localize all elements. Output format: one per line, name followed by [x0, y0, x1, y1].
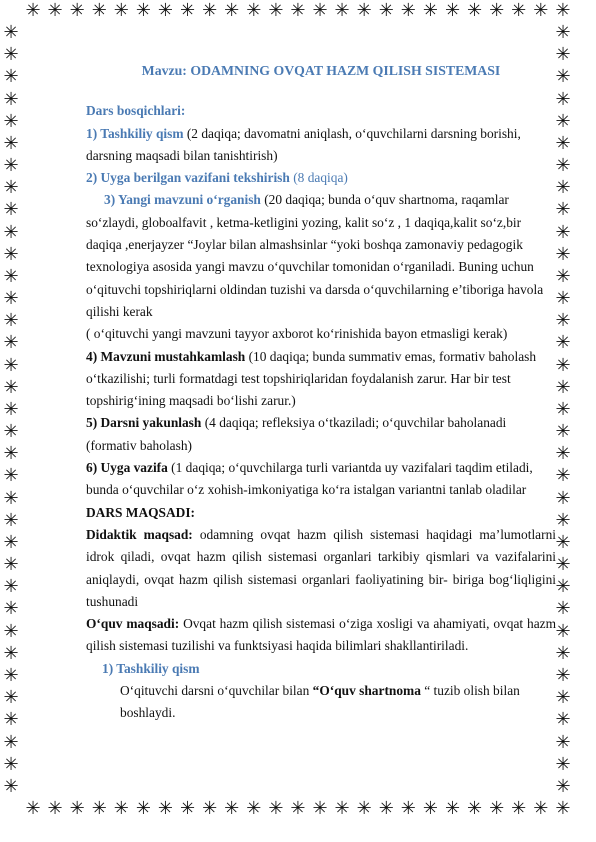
border-star-icon: ✳: [246, 0, 262, 21]
step-2: [86, 167, 556, 189]
border-star-icon: ✳: [3, 775, 19, 797]
step-2-label: 2) Uyga berilgan vazifani tekshirish: [86, 170, 290, 186]
border-star-icon: ✳: [555, 332, 571, 354]
step-5-text: (4 daqiqa; refleksiya o‘tkaziladi; o‘quvchilar baholanadi (formativ baholash): [86, 415, 507, 453]
step-1-text: (2 daqiqa; davomatni aniqlash, o‘quvchilarni darsning borishi, darsning maqsadi bilan tanishtirish): [86, 125, 521, 163]
border-star-icon: ✳: [180, 798, 196, 819]
border-star-icon: ✳: [555, 398, 571, 420]
border-star-icon: ✳: [555, 199, 571, 221]
border-star-icon: ✳: [555, 664, 571, 686]
border-star-icon: ✳: [312, 0, 328, 21]
border-star-icon: ✳: [555, 709, 571, 731]
document-body: [86, 60, 556, 725]
section-1-bold: “O‘quv shartnoma: [312, 683, 421, 699]
goal-heading: DARS MAQSADI:: [86, 504, 195, 520]
border-star-icon: ✳: [202, 798, 218, 819]
border-star-icon: ✳: [3, 753, 19, 775]
border-star-icon: ✳: [555, 310, 571, 332]
document-title: Mavzu: ODAMNING OVQAT HAZM QILISH SISTEMASI: [141, 63, 501, 78]
border-star-icon: ✳: [555, 509, 571, 531]
border-star-icon: ✳: [356, 0, 372, 21]
border-star-icon: ✳: [555, 0, 571, 21]
border-star-icon: ✳: [3, 265, 19, 287]
border-top: [22, 0, 574, 22]
border-star-icon: ✳: [3, 465, 19, 487]
step-1-label: 1) Tashkiliy qism: [86, 125, 184, 141]
didactic-goal: [86, 524, 556, 613]
border-star-icon: ✳: [555, 443, 571, 465]
border-star-icon: ✳: [3, 332, 19, 354]
border-star-icon: ✳: [224, 798, 240, 819]
border-star-icon: ✳: [555, 620, 571, 642]
border-star-icon: ✳: [268, 798, 284, 819]
border-star-icon: ✳: [157, 0, 174, 21]
border-star-icon: ✳: [555, 554, 571, 576]
border-star-icon: ✳: [3, 177, 19, 199]
step-6-label: 6) Uyga vazifa: [86, 460, 168, 476]
border-star-icon: ✳: [135, 798, 151, 819]
border-star-icon: ✳: [69, 798, 85, 819]
step-6: [86, 457, 556, 502]
step-3: [86, 189, 556, 323]
border-star-icon: ✳: [3, 376, 19, 398]
border-star-icon: ✳: [555, 221, 571, 243]
border-star-icon: ✳: [268, 0, 284, 21]
border-star-icon: ✳: [555, 44, 571, 66]
educational-label: O‘quv maqsadi:: [86, 616, 180, 632]
border-star-icon: ✳: [3, 398, 19, 420]
border-star-icon: ✳: [3, 421, 19, 443]
border-star-icon: ✳: [246, 798, 262, 819]
border-star-icon: ✳: [555, 132, 571, 154]
border-star-icon: ✳: [555, 598, 571, 620]
step-4-label: 4) Mavzuni mustahkamlash: [86, 348, 246, 364]
border-star-icon: ✳: [202, 0, 218, 21]
border-star-icon: ✳: [91, 798, 107, 819]
border-star-icon: ✳: [356, 798, 372, 819]
border-star-icon: ✳: [555, 376, 571, 398]
border-star-icon: ✳: [3, 110, 19, 132]
border-star-icon: ✳: [3, 243, 19, 265]
border-star-icon: ✳: [3, 598, 19, 620]
border-star-icon: ✳: [3, 288, 19, 310]
border-star-icon: ✳: [555, 531, 571, 553]
border-star-icon: ✳: [533, 0, 549, 21]
border-star-icon: ✳: [555, 265, 571, 287]
border-star-icon: ✳: [25, 0, 41, 21]
border-star-icon: ✳: [334, 0, 350, 21]
border-star-icon: ✳: [467, 0, 483, 21]
border-star-icon: ✳: [489, 798, 505, 819]
border-star-icon: ✳: [113, 0, 129, 21]
didactic-label: Didaktik maqsad:: [86, 526, 193, 542]
step-5: [86, 412, 556, 457]
border-star-icon: ✳: [3, 221, 19, 243]
border-star-icon: ✳: [25, 798, 41, 819]
border-star-icon: ✳: [555, 687, 571, 709]
border-star-icon: ✳: [3, 642, 19, 664]
section-1-text-a: O‘qituvchi darsni o‘quvchilar bilan: [120, 683, 313, 699]
border-star-icon: ✳: [290, 0, 306, 21]
border-star-icon: ✳: [180, 0, 196, 21]
step-4-text: (10 daqiqa; bunda summativ emas, formativ baholash o‘tkazilishi; turli formatdagi test topshiriqlaridan foydalanish zarur. Har bir test topshirig‘ining maqsadi bo‘lishi zarur.): [86, 348, 537, 409]
border-star-icon: ✳: [422, 0, 438, 21]
border-star-icon: ✳: [378, 0, 394, 21]
educational-goal: [86, 613, 556, 658]
border-star-icon: ✳: [555, 731, 571, 753]
border-star-icon: ✳: [555, 22, 571, 43]
border-star-icon: ✳: [555, 753, 571, 775]
border-star-icon: ✳: [3, 199, 19, 221]
border-star-icon: ✳: [3, 155, 19, 177]
border-star-icon: ✳: [91, 0, 107, 21]
border-star-icon: ✳: [555, 465, 571, 487]
border-star-icon: ✳: [444, 798, 461, 819]
border-star-icon: ✳: [555, 354, 571, 376]
border-star-icon: ✳: [3, 576, 19, 598]
border-star-icon: ✳: [69, 0, 85, 21]
border-star-icon: ✳: [3, 22, 19, 43]
border-star-icon: ✳: [3, 531, 19, 553]
step-5-label: 5) Darsni yakunlash: [86, 415, 202, 431]
border-star-icon: ✳: [3, 354, 19, 376]
border-star-icon: ✳: [555, 576, 571, 598]
border-star-icon: ✳: [334, 798, 350, 819]
border-star-icon: ✳: [3, 554, 19, 576]
border-star-icon: ✳: [3, 731, 19, 753]
border-star-icon: ✳: [378, 798, 394, 819]
border-star-icon: ✳: [533, 798, 549, 819]
border-star-icon: ✳: [555, 88, 571, 110]
border-star-icon: ✳: [47, 798, 63, 819]
border-star-icon: ✳: [3, 132, 19, 154]
border-star-icon: ✳: [555, 243, 571, 265]
educational-text: Ovqat hazm qilish sistemasi o‘ziga xosligi va ahamiyati, ovqat hazm qilish sistemasi tuzilishi va funktsiyasi haqida bilimlari shakllantiriladi.: [86, 616, 556, 654]
border-star-icon: ✳: [489, 0, 505, 21]
border-star-icon: ✳: [312, 798, 328, 819]
section-1-text-b: “ tuzib olish bilan boshlaydi.: [120, 683, 520, 721]
border-star-icon: ✳: [224, 0, 240, 21]
border-star-icon: ✳: [157, 798, 174, 819]
step-1: [86, 123, 556, 168]
step-3-label: 3) Yangi mavzuni o‘rganish: [104, 192, 261, 208]
border-star-icon: ✳: [444, 0, 461, 21]
border-star-icon: ✳: [3, 709, 19, 731]
border-star-icon: ✳: [555, 775, 571, 797]
border-star-icon: ✳: [467, 798, 483, 819]
border-star-icon: ✳: [555, 66, 571, 88]
border-star-icon: ✳: [422, 798, 438, 819]
border-star-icon: ✳: [3, 687, 19, 709]
border-star-icon: ✳: [47, 0, 63, 21]
didactic-text: odamning ovqat hazm qilish sistemasi haqidagi ma’lumotlarni idrok qiladi, ovqat hazm qilish sistemasi organlari tarkibiy qismlari va vazifalarini aniqlaydi, ovqat hazm qilish sistemasi organlari faoliyatining bir- biriga bog‘liqligini tushunadi: [86, 526, 556, 609]
border-left: [0, 22, 22, 798]
border-star-icon: ✳: [555, 288, 571, 310]
step-3-text: (20 daqiqa; bunda o‘quv shartnoma, raqamlar so‘zlaydi, globoalfavit , ketma-ketligini yozing, kalit so‘z , 1 daqiqa,kalit so‘z,bir daqiqa ,enerjayzer “Joylar bilan almashsinlar “yoki boshqa zamonaviy pedagogik texnologiya asosida yangi mavzu o‘quvchilar tomonidan o‘rganiladi. Buning uchun o‘qituvchi topshiriqlarni oldindan tuzishi va darsda o‘quvchilarning e’tiboriga havola qilishi kerak: [86, 192, 544, 319]
border-star-icon: ✳: [511, 798, 527, 819]
border-star-icon: ✳: [3, 664, 19, 686]
section-1-text: [86, 680, 556, 725]
border-star-icon: ✳: [555, 798, 571, 819]
border-bottom: [22, 798, 574, 820]
border-star-icon: ✳: [3, 443, 19, 465]
border-star-icon: ✳: [555, 642, 571, 664]
border-star-icon: ✳: [400, 0, 416, 21]
border-star-icon: ✳: [511, 0, 527, 21]
border-star-icon: ✳: [3, 310, 19, 332]
border-star-icon: ✳: [113, 798, 129, 819]
border-star-icon: ✳: [555, 155, 571, 177]
border-star-icon: ✳: [555, 421, 571, 443]
step-4: [86, 346, 556, 413]
border-star-icon: ✳: [3, 620, 19, 642]
border-star-icon: ✳: [3, 66, 19, 88]
border-star-icon: ✳: [3, 88, 19, 110]
border-star-icon: ✳: [555, 487, 571, 509]
border-star-icon: ✳: [290, 798, 306, 819]
steps-heading: Dars bosqichlari:: [86, 103, 186, 119]
step-3-note: ( o‘qituvchi yangi mavzuni tayyor axborot ko‘rinishida bayon etmasligi kerak): [86, 326, 508, 342]
step-2-text: (8 daqiqa): [289, 170, 348, 186]
border-star-icon: ✳: [3, 509, 19, 531]
border-star-icon: ✳: [400, 798, 416, 819]
step-6-text: (1 daqiqa; o‘quvchilarga turli variantda uy vazifalari taqdim etiladi, bunda o‘quvchilar o‘z xohish-imkoniyatiga ko‘ra istalgan variantni tanlab oladilar: [86, 460, 533, 498]
border-star-icon: ✳: [135, 0, 151, 21]
border-star-icon: ✳: [555, 177, 571, 199]
border-star-icon: ✳: [3, 44, 19, 66]
section-1-heading: 1) Tashkiliy qism: [102, 660, 200, 676]
border-star-icon: ✳: [555, 110, 571, 132]
border-star-icon: ✳: [3, 487, 19, 509]
